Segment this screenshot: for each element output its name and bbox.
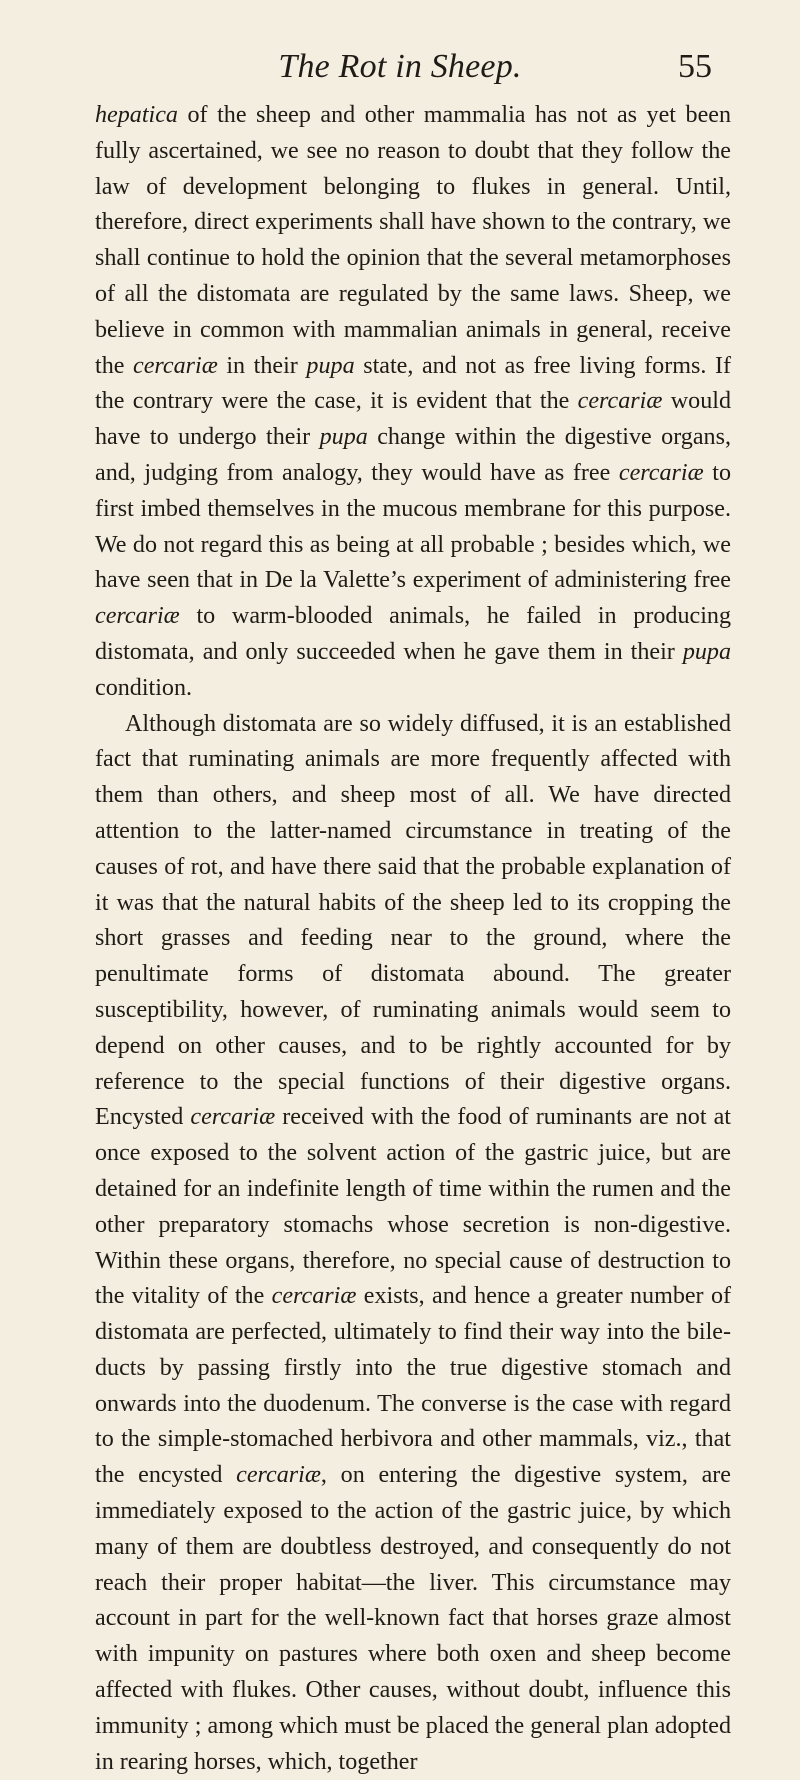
text-run: to warm-blooded animals, he failed in producing distomata, and only succeeded when he gave them in their [95, 603, 731, 665]
paragraph [95, 98, 731, 707]
italic-term: hepatica [95, 102, 178, 128]
italic-term: cercariæ [271, 1283, 357, 1310]
italic-term: cercariæ [133, 352, 218, 379]
italic-term: cercariæ [190, 1104, 276, 1131]
text-run: would have to undergo their [95, 388, 732, 451]
text-run: , on entering the digestive system, are immediately exposed to the action of the gastric juice, by which many of them are doubtless destroyed, and consequently do not reach their proper habitat—the liver. This circumstance may account in part for the well-known fact that horses graze almost with impunity on pastures where both oxen and sheep become affected with flukes. Other causes, without doubt, influence this immunity ; among which must be placed the general plan adopted in rearing horses, which, together [95, 1462, 732, 1775]
text-run: exists, and hence a greater number of distomata are perfected, ultimately to find their way into the bile-ducts by passing firstly into the true digestive stomach and onwards into the duodenum. The converse is the case with regard to the simple-stomached herbivora and other mammals, viz., that the encysted [95, 1283, 732, 1489]
italic-term: cercariæ [95, 603, 180, 630]
page-number: 55 [678, 48, 712, 85]
italic-term: pupa [682, 638, 731, 665]
body-text [95, 98, 731, 1780]
running-header [0, 48, 800, 92]
italic-term: cercariæ [618, 459, 704, 486]
text-run: state, and not as free living forms. If the contrary were the case, it is evident that the [95, 352, 731, 415]
text-run: change within the digestive organs, and, judging from analogy, they would have as free [95, 424, 731, 486]
running-title: The Rot in Sheep. [278, 48, 522, 85]
text-run: of the sheep and other mammalia has not as yet been fully ascertained, we see no reason to doubt that they follow the law of development belonging to flukes in general. Until, therefore, direct experiments shall have shown to the contrary, we shall continue to hold the opinion that the several metamorphoses of all the distomata are regulated by the same laws. Sheep, we believe in common with mammalian animals in general, receive the [95, 102, 731, 379]
text-run: in their [217, 352, 307, 379]
text-run: Although distomata are so widely diffused, it is an established fact that ruminating animals are more frequently affected with them than others, and sheep most of all. We have directed attention to the latter-named circumstance in treating of the causes of rot, and have there said that the probable explanation of it was that the natural habits of the sheep led to its cropping the short grasses and feeding near to the ground, where the penultimate forms of distomata abound. The greater susceptibility, however, of ruminating animals would seem to depend on other causes, and to be rightly accounted for by reference to the special functions of their digestive organs. Encysted [95, 710, 731, 1131]
italic-term: pupa [306, 352, 355, 379]
italic-term: cercariæ [236, 1462, 321, 1489]
paragraph [95, 707, 731, 1780]
italic-term: cercariæ [577, 388, 663, 415]
text-run: to first imbed themselves in the mucous membrane for this purpose. We do not regard this as being at all probable ; besides which, we have seen that in De la Valette’s experiment of administering free [95, 459, 731, 594]
text-run: received with the food of ruminants are not at once exposed to the solvent action of the gastric juice, but are detained for an indefinite length of time within the rumen and the other preparatory stomachs whose secretion is non-digestive. Within these organs, therefore, no special cause of destruction to the vitality of the [95, 1104, 731, 1310]
text-run: condition. [95, 674, 193, 701]
italic-term: pupa [319, 424, 368, 451]
